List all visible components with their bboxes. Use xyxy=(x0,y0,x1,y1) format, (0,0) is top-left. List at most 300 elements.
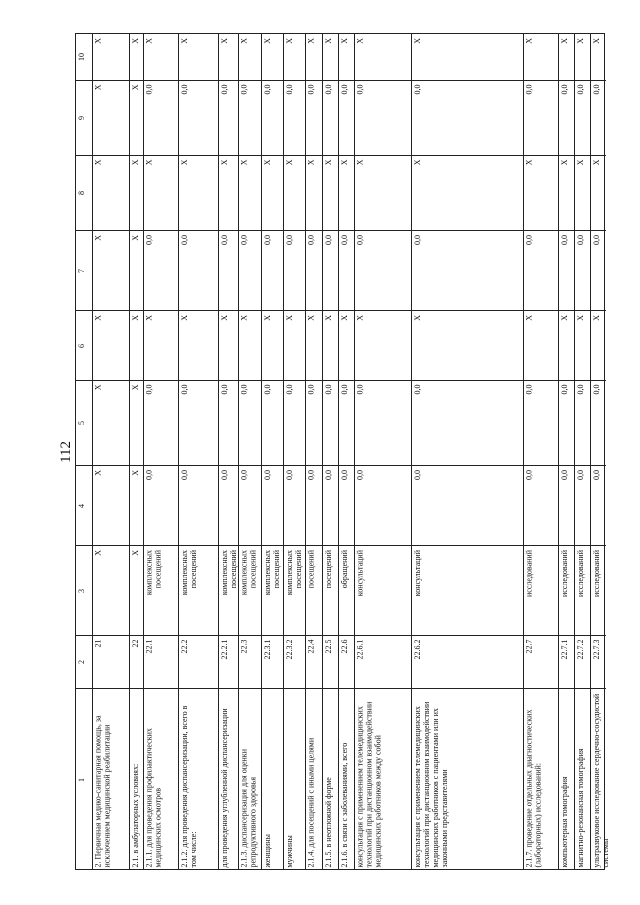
cell-text: 0,0 xyxy=(524,234,534,245)
table-cell xyxy=(284,230,305,310)
cell-text: 0,0 xyxy=(219,384,229,395)
table-cell xyxy=(524,688,558,871)
table-cell xyxy=(130,380,143,465)
cell-text: 0,0 xyxy=(262,84,272,95)
cell-text: 2.1.4. для посещений с иными целями xyxy=(306,737,316,868)
cell-text: 0,0 xyxy=(339,469,349,480)
table-cell xyxy=(306,465,322,545)
table-cell xyxy=(559,688,574,871)
table-cell xyxy=(575,380,590,465)
table-cell xyxy=(284,80,305,155)
table-cell xyxy=(591,465,606,545)
cell-text: Х xyxy=(239,159,249,166)
table-cell xyxy=(262,688,283,871)
table-cell xyxy=(559,465,574,545)
cell-text: 0,0 xyxy=(323,469,333,480)
cell-text: Х xyxy=(591,159,601,166)
table-cell xyxy=(179,155,218,230)
table-row xyxy=(261,34,283,869)
table-cell xyxy=(575,34,590,80)
cell-text: Х xyxy=(591,314,601,321)
cell-text: 22.3.1 xyxy=(262,639,272,660)
table-cell xyxy=(130,635,143,688)
table-row xyxy=(178,34,218,869)
cell-text: Х xyxy=(412,38,422,44)
cell-text: 0,0 xyxy=(355,84,365,95)
table-cell xyxy=(239,380,261,465)
cell-text: Х xyxy=(130,384,140,391)
table-cell xyxy=(219,80,238,155)
table-cell xyxy=(355,465,411,545)
table-cell xyxy=(306,34,322,80)
cell-text: 22.3.2 xyxy=(284,639,294,660)
cell-text: 0,0 xyxy=(262,469,272,480)
cell-text: Х xyxy=(575,159,585,166)
cell-text: Х xyxy=(284,314,294,321)
cell-text: Х xyxy=(93,314,103,321)
table-cell xyxy=(130,34,143,80)
cell-text: 0,0 xyxy=(575,234,585,245)
table-cell xyxy=(179,80,218,155)
table-row xyxy=(354,34,411,869)
cell-text: 0,0 xyxy=(262,234,272,245)
table-cell xyxy=(323,688,338,871)
cell-text: Х xyxy=(323,38,333,44)
cell-text: 0,0 xyxy=(306,84,316,95)
cell-text: консультация с применением телемедицинских технологий при дистанционном взаимодействии медицинских работников с пациентами или их законными представителями xyxy=(412,701,449,868)
cell-text: Х xyxy=(575,38,585,44)
cell-text: 6 xyxy=(77,343,86,348)
cell-text: Х xyxy=(239,38,249,44)
cell-text: 21 xyxy=(93,639,103,648)
table-cell xyxy=(323,545,338,635)
table-cell xyxy=(219,155,238,230)
table-cell xyxy=(591,310,606,380)
cell-text: Х xyxy=(144,314,154,321)
cell-text: Х xyxy=(262,314,272,321)
table-cell xyxy=(355,34,411,80)
cell-text: консультаций xyxy=(355,549,365,596)
table-cell xyxy=(219,688,238,871)
cell-text: 0,0 xyxy=(284,234,294,245)
table-cell xyxy=(284,465,305,545)
table-cell xyxy=(262,230,283,310)
table-cell xyxy=(219,34,238,80)
cell-text: Х xyxy=(219,38,229,44)
table-cell xyxy=(591,155,606,230)
cell-text: Х xyxy=(306,159,316,166)
table-cell xyxy=(339,465,354,545)
table-cell xyxy=(93,230,129,310)
table-cell xyxy=(575,80,590,155)
table-cell xyxy=(239,230,261,310)
cell-text: комплексных посещений xyxy=(219,549,238,595)
table-cell xyxy=(575,688,590,871)
table-cell xyxy=(306,80,322,155)
table-cell xyxy=(575,635,590,688)
table-cell xyxy=(591,34,606,80)
table-cell xyxy=(323,380,338,465)
table-cell xyxy=(144,34,178,80)
table-cell xyxy=(559,380,574,465)
cell-text: 0,0 xyxy=(524,384,534,395)
table-cell xyxy=(355,380,411,465)
table-cell xyxy=(559,230,574,310)
cell-text: 0,0 xyxy=(179,234,189,245)
cell-text: Х xyxy=(130,84,140,91)
table-cell xyxy=(262,380,283,465)
table-cell xyxy=(575,155,590,230)
table-cell xyxy=(355,688,411,871)
cell-text: 3 xyxy=(77,588,86,593)
cell-text: Х xyxy=(179,38,189,44)
cell-text: Х xyxy=(144,38,154,44)
cell-text: посещений xyxy=(306,549,316,588)
table-cell xyxy=(239,465,261,545)
table-cell xyxy=(93,34,129,80)
table-cell xyxy=(591,635,606,688)
cell-text: Х xyxy=(93,549,103,556)
table-cell xyxy=(219,230,238,310)
table-cell xyxy=(355,230,411,310)
table-cell xyxy=(130,80,143,155)
page-number: 112 xyxy=(58,441,74,463)
cell-text: Х xyxy=(93,384,103,391)
cell-text: 22.7.1 xyxy=(559,639,569,660)
cell-text: 0,0 xyxy=(339,234,349,245)
cell-text: Х xyxy=(524,314,534,321)
cell-text: Х xyxy=(339,314,349,321)
table-cell xyxy=(412,380,523,465)
cell-text: Х xyxy=(339,159,349,166)
table-cell xyxy=(591,688,610,871)
table-cell xyxy=(339,310,354,380)
header-cell xyxy=(76,380,92,465)
table-cell xyxy=(93,545,129,635)
cell-text: 0,0 xyxy=(144,469,154,480)
cell-text: Х xyxy=(93,234,103,241)
table-cell xyxy=(412,230,523,310)
table-row xyxy=(338,34,354,869)
table-cell xyxy=(93,380,129,465)
table-cell xyxy=(130,688,143,871)
cell-text: Х xyxy=(355,314,365,321)
cell-text: 0,0 xyxy=(144,234,154,245)
table-cell xyxy=(284,34,305,80)
table-cell xyxy=(339,380,354,465)
cell-text: 2.1.6. в связи с заболеваниями, всего xyxy=(339,742,349,868)
table-cell xyxy=(306,380,322,465)
table-cell xyxy=(284,155,305,230)
table-cell xyxy=(179,34,218,80)
cell-text: Х xyxy=(559,38,569,44)
table-cell xyxy=(339,34,354,80)
cell-text: 0,0 xyxy=(559,234,569,245)
table-cell xyxy=(412,635,523,688)
cell-text: 0,0 xyxy=(323,384,333,395)
cell-text: Х xyxy=(559,314,569,321)
cell-text: Х xyxy=(284,159,294,166)
table-cell xyxy=(339,545,354,635)
cell-text: 0,0 xyxy=(559,469,569,480)
table-cell xyxy=(412,155,523,230)
cell-text: 2 xyxy=(77,660,86,664)
table-cell xyxy=(144,688,178,871)
cell-text: 4 xyxy=(77,503,86,508)
cell-text: 0,0 xyxy=(306,384,316,395)
cell-text: исследований xyxy=(591,549,601,597)
cell-text: 0,0 xyxy=(239,469,249,480)
table-cell xyxy=(355,310,411,380)
cell-text: 0,0 xyxy=(306,469,316,480)
table-cell xyxy=(323,635,338,688)
table-cell xyxy=(284,310,305,380)
table-cell xyxy=(339,155,354,230)
table-cell xyxy=(339,688,354,871)
cell-text: 0,0 xyxy=(144,84,154,95)
data-table xyxy=(75,33,610,870)
header-cell xyxy=(76,34,92,80)
cell-text: 0,0 xyxy=(179,469,189,480)
table-row xyxy=(411,34,523,869)
cell-text: 0,0 xyxy=(219,469,229,480)
table-cell xyxy=(262,310,283,380)
table-cell xyxy=(559,310,574,380)
cell-text: 22.7.3 xyxy=(591,639,601,660)
table-cell xyxy=(239,688,261,871)
table-cell xyxy=(524,635,558,688)
table-cell xyxy=(262,34,283,80)
table-cell xyxy=(284,545,305,635)
cell-text: Х xyxy=(575,314,585,321)
cell-text: обращений xyxy=(339,549,349,588)
cell-text: 8 xyxy=(77,191,86,195)
cell-text: Х xyxy=(591,38,601,44)
table-cell xyxy=(219,310,238,380)
table-row xyxy=(129,34,143,869)
table-cell xyxy=(355,155,411,230)
cell-text: 0,0 xyxy=(591,469,601,480)
cell-text: Х xyxy=(219,159,229,166)
table-cell xyxy=(306,310,322,380)
table-cell xyxy=(93,80,129,155)
cell-text: Х xyxy=(93,469,103,476)
cell-text: 10 xyxy=(77,53,86,61)
cell-text: 22.2.1 xyxy=(219,639,229,660)
table-cell xyxy=(559,545,574,635)
cell-text: комплексных посещений xyxy=(144,549,163,595)
cell-text: 0,0 xyxy=(412,469,422,480)
cell-text: Х xyxy=(130,314,140,321)
table-cell xyxy=(306,545,322,635)
table-cell xyxy=(412,310,523,380)
table-row xyxy=(558,34,574,869)
header-cell xyxy=(76,465,92,545)
table-cell xyxy=(591,230,606,310)
table-cell xyxy=(559,635,574,688)
table-cell xyxy=(179,380,218,465)
cell-text: комплексных посещений xyxy=(239,549,258,595)
header-cell xyxy=(76,688,92,871)
table-cell xyxy=(339,230,354,310)
cell-text: Х xyxy=(144,159,154,166)
cell-text: Х xyxy=(306,38,316,44)
cell-text: 0,0 xyxy=(575,469,585,480)
cell-text: 0,0 xyxy=(412,84,422,95)
table-cell xyxy=(239,80,261,155)
cell-text: 0,0 xyxy=(306,234,316,245)
table-cell xyxy=(144,635,178,688)
table-cell xyxy=(219,380,238,465)
cell-text: комплексных посещений xyxy=(262,549,281,595)
table-row xyxy=(143,34,178,869)
cell-text: 0,0 xyxy=(575,84,585,95)
cell-text: Х xyxy=(323,314,333,321)
table-cell xyxy=(130,465,143,545)
cell-text: 2.1.3. диспансеризация для оценки репродуктивного здоровья xyxy=(239,749,258,868)
table-cell xyxy=(239,545,261,635)
cell-text: 0,0 xyxy=(559,384,569,395)
cell-text: Х xyxy=(130,234,140,241)
table-cell xyxy=(524,80,558,155)
cell-text: Х xyxy=(93,84,103,91)
table-row xyxy=(238,34,261,869)
cell-text: 0,0 xyxy=(239,234,249,245)
cell-text: Х xyxy=(130,159,140,166)
cell-text: 5 xyxy=(77,421,86,425)
table-cell xyxy=(524,380,558,465)
cell-text: 0,0 xyxy=(284,84,294,95)
table-cell xyxy=(93,635,129,688)
table-cell xyxy=(284,380,305,465)
cell-text: 0,0 xyxy=(524,84,534,95)
cell-text: Х xyxy=(412,314,422,321)
table-row xyxy=(283,34,305,869)
cell-text: 22.6.1 xyxy=(355,639,365,660)
table-cell xyxy=(323,465,338,545)
table-cell xyxy=(591,380,606,465)
cell-text: 0,0 xyxy=(179,384,189,395)
table-cell xyxy=(524,230,558,310)
table-cell xyxy=(144,80,178,155)
header-cell xyxy=(76,230,92,310)
cell-text: Х xyxy=(355,38,365,44)
cell-text: 0,0 xyxy=(219,84,229,95)
table-cell xyxy=(323,80,338,155)
cell-text: 22.7.2 xyxy=(575,639,585,660)
table-cell xyxy=(179,310,218,380)
table-row xyxy=(218,34,238,869)
cell-text: Х xyxy=(130,549,140,556)
header-cell xyxy=(76,545,92,635)
table-cell xyxy=(323,34,338,80)
table-cell xyxy=(524,155,558,230)
table-cell xyxy=(130,310,143,380)
table-cell xyxy=(339,80,354,155)
table-cell xyxy=(262,545,283,635)
cell-text: 0,0 xyxy=(284,384,294,395)
table-cell xyxy=(93,155,129,230)
cell-text: Х xyxy=(130,38,140,44)
table-cell xyxy=(144,155,178,230)
cell-text: 0,0 xyxy=(239,84,249,95)
cell-text: 0,0 xyxy=(591,234,601,245)
cell-text: исследований xyxy=(559,549,569,597)
cell-text: 22 xyxy=(130,639,140,648)
cell-text: Х xyxy=(262,38,272,44)
cell-text: Х xyxy=(179,159,189,166)
table-row xyxy=(322,34,338,869)
cell-text: исследований xyxy=(524,549,534,597)
cell-text: 2.1. в амбулаторных условиях: xyxy=(130,763,140,868)
table-cell xyxy=(262,635,283,688)
cell-text: Х xyxy=(524,38,534,44)
cell-text: комплексных посещений xyxy=(284,549,303,595)
table-cell xyxy=(239,635,261,688)
cell-text: Х xyxy=(524,159,534,166)
cell-text: 0,0 xyxy=(144,384,154,395)
table-cell xyxy=(591,80,606,155)
table-cell xyxy=(262,465,283,545)
cell-text: Х xyxy=(130,469,140,476)
cell-text: 22.6 xyxy=(339,639,349,654)
cell-text: 22.3 xyxy=(239,639,249,654)
cell-text: консультаций xyxy=(412,549,422,596)
table-cell xyxy=(179,688,218,871)
cell-text: Х xyxy=(323,159,333,166)
cell-text: 0,0 xyxy=(323,84,333,95)
cell-text: 0,0 xyxy=(219,234,229,245)
table-cell xyxy=(524,545,558,635)
table-cell xyxy=(130,155,143,230)
table-cell xyxy=(130,230,143,310)
cell-text: 7 xyxy=(77,268,86,273)
table-cell xyxy=(179,230,218,310)
table-cell xyxy=(412,34,523,80)
table-cell xyxy=(323,310,338,380)
header-cell xyxy=(76,80,92,155)
table-cell xyxy=(355,80,411,155)
cell-text: 0,0 xyxy=(412,384,422,395)
table-cell xyxy=(412,545,523,635)
table-cell xyxy=(179,545,218,635)
header-cell xyxy=(76,155,92,230)
table-cell xyxy=(412,465,523,545)
cell-text: для проведения углубленной диспансеризации xyxy=(219,708,229,868)
table-cell xyxy=(524,465,558,545)
cell-text: 22.4 xyxy=(306,639,316,654)
table-cell xyxy=(524,310,558,380)
table-cell xyxy=(144,230,178,310)
table-cell xyxy=(559,155,574,230)
cell-text: 22.6.2 xyxy=(412,639,422,660)
cell-text: Х xyxy=(412,159,422,166)
table-row xyxy=(523,34,558,869)
cell-text: 0,0 xyxy=(591,384,601,395)
header-cell xyxy=(76,310,92,380)
table-cell xyxy=(323,230,338,310)
cell-text: 22.5 xyxy=(323,639,333,654)
table-cell xyxy=(306,230,322,310)
table-cell xyxy=(219,635,238,688)
table-cell xyxy=(239,310,261,380)
table-cell xyxy=(575,545,590,635)
cell-text: 0,0 xyxy=(412,234,422,245)
cell-text: 0,0 xyxy=(575,384,585,395)
cell-text: 0,0 xyxy=(355,234,365,245)
cell-text: 0,0 xyxy=(591,84,601,95)
cell-text: Х xyxy=(306,314,316,321)
